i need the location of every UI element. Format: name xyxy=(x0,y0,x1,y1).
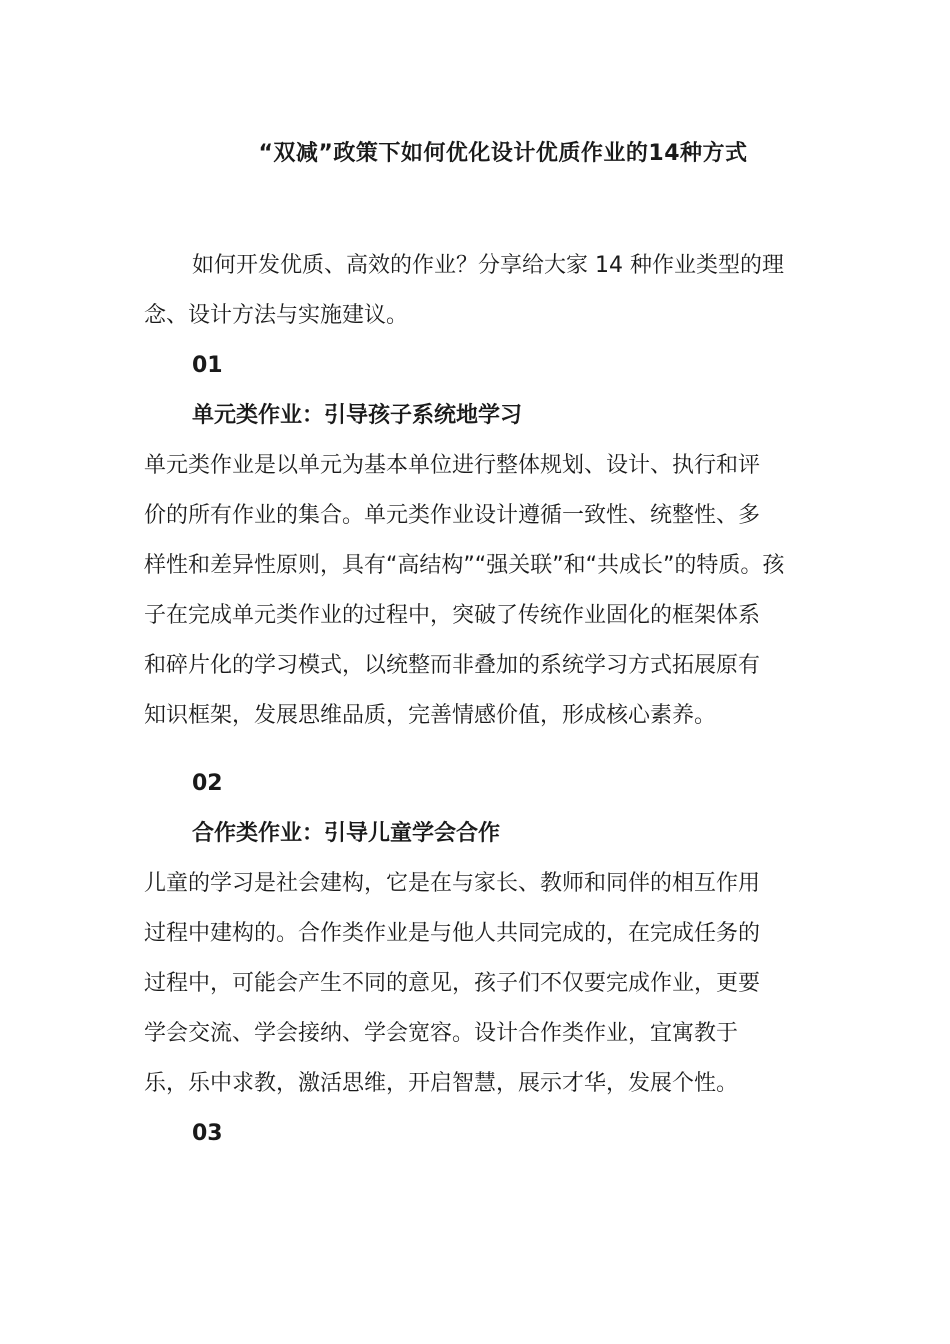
intro-line: 如何开发优质、高效的作业？分享给大家 14 种作业类型的理 xyxy=(192,253,784,278)
section-paragraph xyxy=(144,441,814,741)
document-body xyxy=(144,241,814,1159)
section-heading: 单元类作业：引导孩子系统地学习 xyxy=(192,403,523,428)
section-heading: 合作类作业：引导儿童学会合作 xyxy=(192,821,501,846)
paragraph-line: 单元类作业是以单元为基本单位进行整体规划、设计、执行和评 xyxy=(144,453,761,478)
paragraph-line: 价的所有作业的集合。单元类作业设计遵循一致性、统整性、多 xyxy=(144,503,761,528)
section-number: 03 xyxy=(192,1121,223,1146)
paragraph-line: 学会交流、学会接纳、学会宽容。设计合作类作业，宜寓教于 xyxy=(144,1021,739,1046)
document-title: “双减”政策下如何优化设计优质作业的14种方式 xyxy=(258,141,748,166)
paragraph-line: 儿童的学习是社会建构，它是在与家长、教师和同伴的相互作用 xyxy=(144,871,761,896)
intro-line: 念、设计方法与实施建议。 xyxy=(144,303,409,328)
intro-paragraph xyxy=(144,241,814,341)
paragraph-line: 乐，乐中求教，激活思维，开启智慧，展示才华，发展个性。 xyxy=(144,1071,739,1096)
section-paragraph xyxy=(144,859,814,1109)
section-number: 02 xyxy=(192,771,223,796)
paragraph-line: 过程中，可能会产生不同的意见，孩子们不仅要完成作业，更要 xyxy=(144,971,761,996)
paragraph-line: 子在完成单元类作业的过程中，突破了传统作业固化的框架体系 xyxy=(144,603,761,628)
paragraph-line: 样性和差异性原则，具有“高结构”“强关联”和“共成长”的特质。孩 xyxy=(144,553,785,578)
section-spacer xyxy=(144,741,814,759)
section-number: 01 xyxy=(192,353,223,378)
paragraph-line: 和碎片化的学习模式，以统整而非叠加的系统学习方式拓展原有 xyxy=(144,653,761,678)
paragraph-line: 知识框架，发展思维品质，完善情感价值，形成核心素养。 xyxy=(144,703,717,728)
paragraph-line: 过程中建构的。合作类作业是与他人共同完成的，在完成任务的 xyxy=(144,921,761,946)
